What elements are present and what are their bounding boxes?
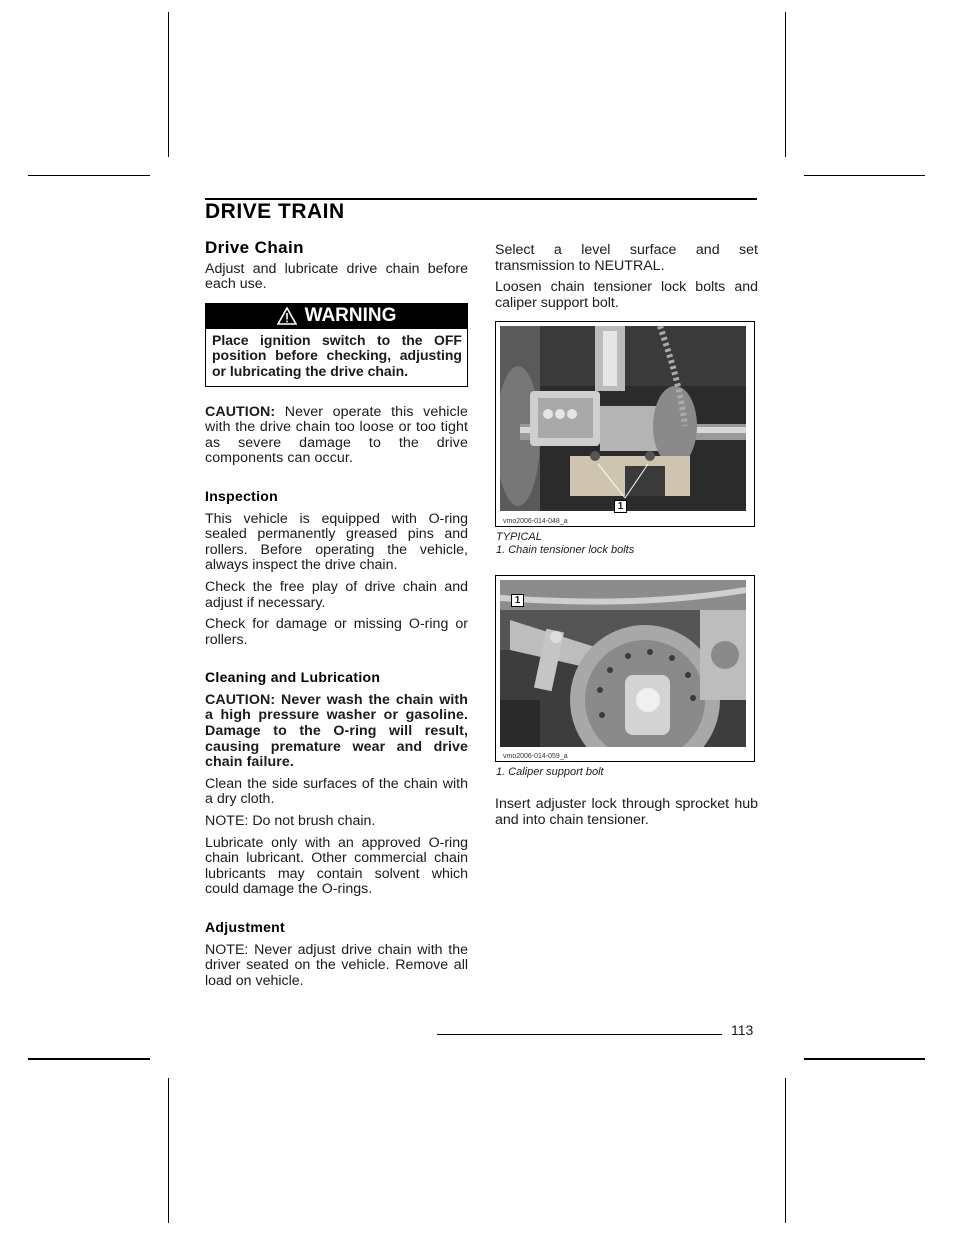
- figure-label: TYPICAL: [496, 531, 542, 544]
- paragraph: Check the free play of drive chain and adjust if necessary.: [205, 578, 468, 611]
- crop-mark: [168, 1078, 169, 1223]
- figure-caption: [496, 531, 758, 557]
- paragraph: This vehicle is equipped with O-ring sealed permanently greased pins and rollers. Before operating the vehicle, always inspect the drive chain.: [205, 510, 468, 574]
- subheading-adjustment: Adjustment: [205, 919, 285, 935]
- crop-mark: [168, 12, 169, 157]
- figure-callout: 1: [614, 500, 627, 513]
- figure-callout: 1: [511, 594, 524, 607]
- warning-text: Place ignition switch to the OFF position before checking, adjusting or lubricating the drive chain.: [212, 331, 462, 379]
- figure-chain-tensioner: [495, 321, 755, 527]
- section-heading: Drive Chain: [205, 238, 304, 257]
- photo-caliper-support: [500, 580, 746, 747]
- figure-code: vmo2006-014-048_a: [503, 518, 568, 526]
- caution-paragraph: [205, 405, 468, 467]
- note-text: Never adjust drive chain with the driver seated on the vehicle. Remove all load on vehicle.: [205, 941, 468, 989]
- paragraph: Lubricate only with an approved O-ring chain lubricant. Other commercial chain lubricants may contain solvent which could damage the O-rings.: [205, 834, 468, 898]
- note-text: Do not brush chain.: [252, 813, 376, 830]
- caution-paragraph: [205, 693, 468, 771]
- note-paragraph: [205, 943, 468, 990]
- warning-triangle-icon: [277, 307, 297, 325]
- figure-caption-text: 1. Caliper support bolt: [496, 766, 604, 779]
- crop-mark: [785, 12, 786, 157]
- caution-text: Never wash the chain with a high pressure washer or gasoline. Damage to the O-ring will result, causing premature wear and drive chain failure.: [205, 691, 468, 771]
- paragraph: Insert adjuster lock through sprocket hub and into chain tensioner.: [495, 796, 758, 828]
- crop-mark: [28, 1058, 150, 1060]
- figure-caliper-support: [495, 575, 755, 762]
- subheading-cleaning: Cleaning and Lubrication: [205, 669, 381, 686]
- subheading-inspection: Inspection: [205, 487, 279, 504]
- caution-text: Never operate this vehicle with the drive chain too loose or too tight as severe damage to the drive components can occur.: [205, 403, 468, 467]
- photo-chain-tensioner: [500, 326, 746, 511]
- caution-label: CAUTION:: [205, 691, 276, 708]
- figure-caption-text: 1. Chain tensioner lock bolts: [496, 544, 635, 557]
- crop-mark: [785, 1078, 786, 1223]
- paragraph: Loosen chain tensioner lock bolts and caliper support bolt.: [495, 279, 758, 311]
- page-title: DRIVE TRAIN: [205, 200, 345, 223]
- caution-label: CAUTION:: [205, 403, 276, 420]
- note-label: NOTE:: [205, 941, 249, 958]
- right-column: [495, 243, 758, 835]
- figure-code: vmo2006-014-059_a: [503, 753, 568, 761]
- figure-caption: [496, 766, 758, 779]
- left-column: [205, 240, 468, 995]
- crop-mark: [804, 1058, 925, 1060]
- crop-mark: [28, 175, 150, 176]
- warning-title: WARNING: [304, 305, 397, 327]
- paragraph: Select a level surface and set transmission to NEUTRAL.: [495, 242, 758, 274]
- intro-paragraph: Adjust and lubricate drive chain before each use.: [205, 260, 468, 293]
- warning-box: [205, 303, 468, 387]
- note-label: NOTE:: [205, 813, 249, 830]
- footer-rule: [437, 1034, 722, 1035]
- warning-header: [206, 304, 467, 329]
- paragraph: Clean the side surfaces of the chain with a dry cloth.: [205, 775, 468, 808]
- page-number: 113: [731, 1022, 754, 1038]
- note-paragraph: [205, 814, 468, 830]
- paragraph: Check for damage or missing O-ring or rollers.: [205, 616, 468, 648]
- crop-mark: [804, 175, 925, 176]
